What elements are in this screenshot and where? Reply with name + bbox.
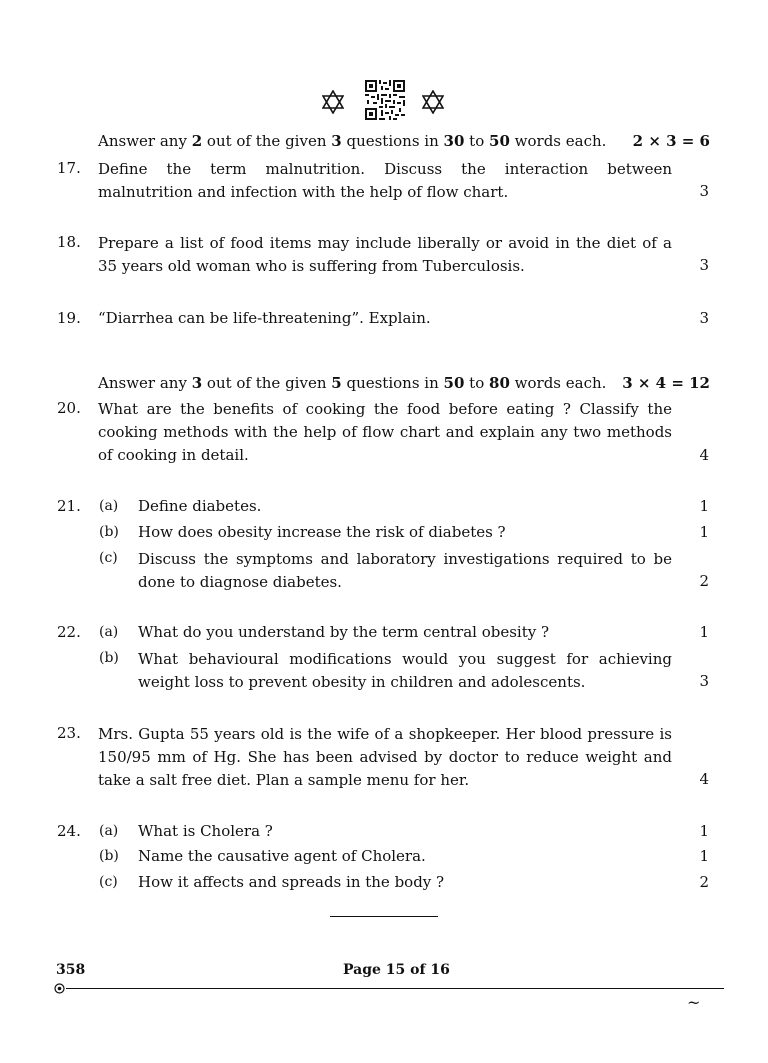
sub-question-text: Discuss the symptoms and laboratory investigations required to be [138, 550, 672, 568]
question-marks: 3 [699, 672, 709, 690]
sub-question-text: Define diabetes. [138, 497, 262, 515]
question-marks: 2 [699, 572, 709, 590]
question-text: of cooking in detail. [98, 446, 249, 464]
question-marks: 1 [699, 523, 709, 541]
sub-question-text: What behavioural modifications would you suggest for achieving [138, 650, 672, 668]
footer-rule [66, 988, 724, 989]
sub-question-label: (b) [99, 848, 119, 864]
question-text: cooking methods with the help of flow chart and explain any two methods [98, 423, 672, 441]
star-of-david-icon [322, 90, 344, 114]
end-rule [330, 916, 438, 917]
question-marks: 3 [699, 182, 709, 200]
sub-question-label: (c) [99, 550, 118, 566]
emblem-icon [54, 983, 65, 994]
sub-question-label: (a) [99, 624, 119, 640]
star-of-david-icon [422, 90, 444, 114]
question-marks: 4 [699, 770, 709, 788]
question-marks: 1 [699, 822, 709, 840]
sub-question-label: (a) [99, 498, 119, 514]
question-marks: 1 [699, 847, 709, 865]
section-instruction: Answer any 2 out of the given 3 questions in 30 to 50 words each. 2 × 3 = 6 [98, 132, 710, 150]
question-number: 23. [57, 724, 81, 742]
sub-question-text: done to diagnose diabetes. [138, 573, 342, 591]
question-text: Prepare a list of food items may include liberally or avoid in the diet of a [98, 234, 672, 252]
question-marks: 1 [699, 623, 709, 641]
question-number: 17. [57, 159, 81, 177]
question-text: “Diarrhea can be life-threatening”. Explain. [98, 309, 431, 327]
paper-code: 358 [56, 962, 86, 978]
question-marks: 3 [699, 309, 709, 327]
page-number: Page 15 of 16 [343, 962, 450, 978]
footer-tilde: ~ [687, 993, 701, 1012]
question-number: 20. [57, 399, 81, 417]
sub-question-label: (c) [99, 874, 118, 890]
question-text: Define the term malnutrition. Discuss the interaction between [98, 160, 672, 178]
section-marks: 2 × 3 = 6 [632, 132, 710, 150]
question-number: 24. [57, 822, 81, 840]
question-number: 18. [57, 233, 81, 251]
question-text: 150/95 mm of Hg. She has been advised by doctor to reduce weight and [98, 748, 672, 766]
sub-question-text: Name the causative agent of Cholera. [138, 847, 426, 865]
question-marks: 3 [699, 256, 709, 274]
sub-question-label: (b) [99, 524, 119, 540]
question-text: 35 years old woman who is suffering from Tuberculosis. [98, 257, 525, 275]
question-marks: 1 [699, 497, 709, 515]
section-instruction: Answer any 3 out of the given 5 questions in 50 to 80 words each. 3 × 4 = 12 [98, 374, 710, 392]
sub-question-text: What do you understand by the term central obesity ? [138, 623, 550, 641]
question-text: take a salt free diet. Plan a sample menu for her. [98, 771, 470, 789]
section-marks: 3 × 4 = 12 [622, 374, 710, 392]
qr-code-icon [365, 80, 405, 120]
question-number: 21. [57, 497, 81, 515]
question-text: malnutrition and infection with the help of flow chart. [98, 183, 509, 201]
sub-question-label: (a) [99, 823, 119, 839]
sub-question-text: What is Cholera ? [138, 822, 273, 840]
sub-question-text: weight loss to prevent obesity in children and adolescents. [138, 673, 586, 691]
question-marks: 4 [699, 446, 709, 464]
question-marks: 2 [699, 873, 709, 891]
question-text: Mrs. Gupta 55 years old is the wife of a shopkeeper. Her blood pressure is [98, 725, 672, 743]
sub-question-text: How it affects and spreads in the body ? [138, 873, 445, 891]
question-number: 19. [57, 309, 81, 327]
question-number: 22. [57, 623, 81, 641]
sub-question-text: How does obesity increase the risk of diabetes ? [138, 523, 506, 541]
sub-question-label: (b) [99, 650, 119, 666]
question-text: What are the benefits of cooking the food before eating ? Classify the [98, 400, 672, 418]
